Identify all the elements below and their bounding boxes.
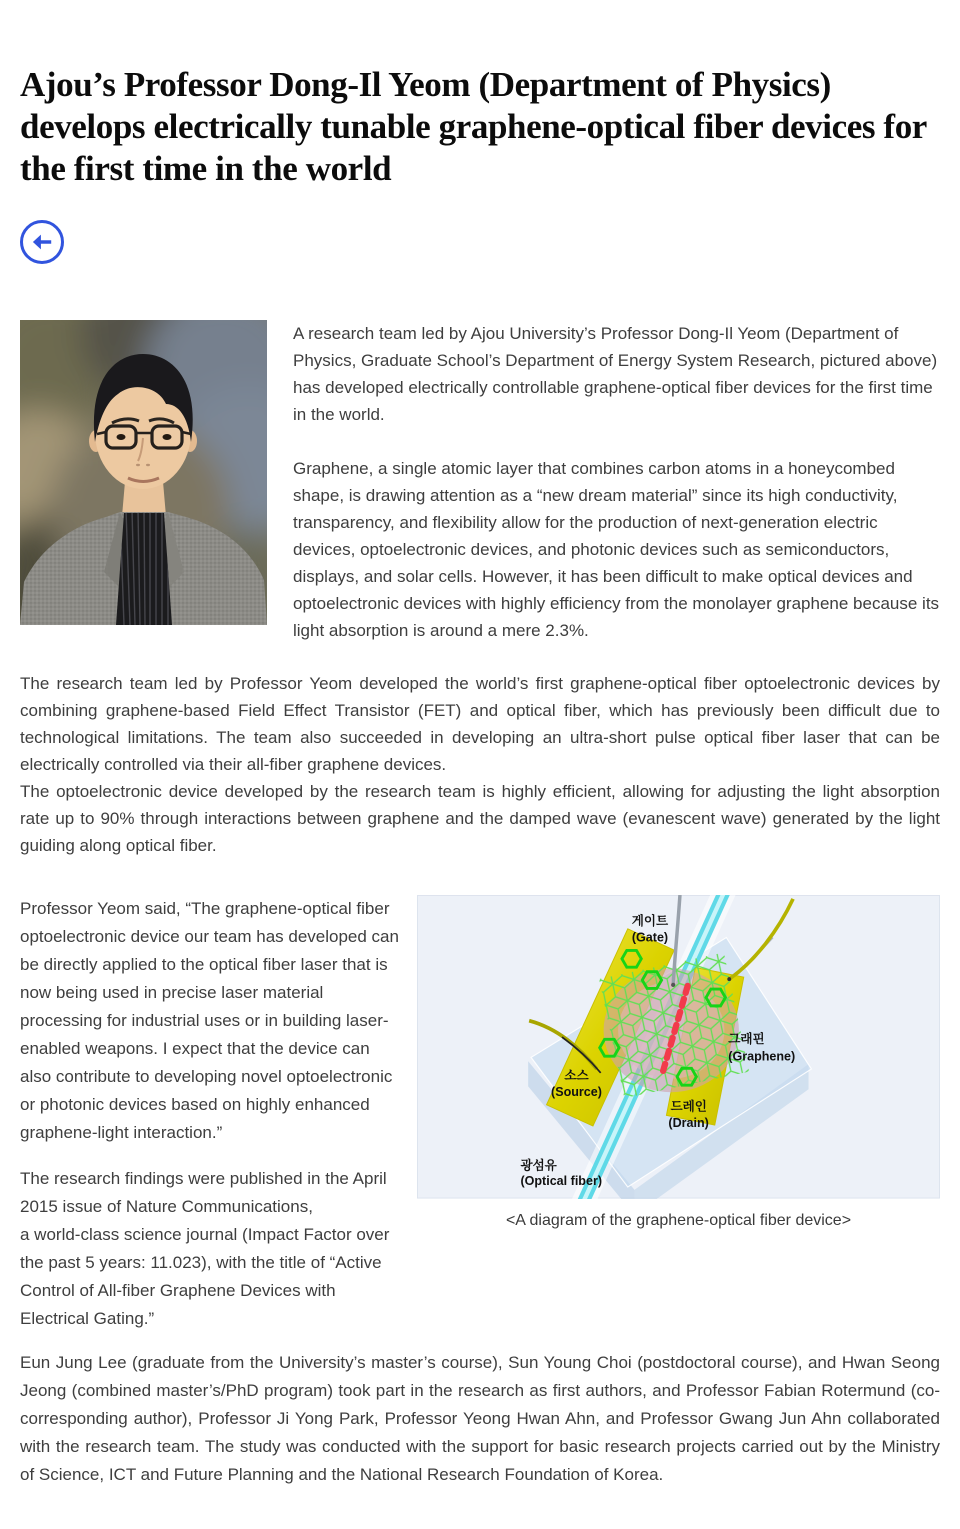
intro-section	[20, 320, 940, 644]
publication-line-1: The research findings were published in the April 2015 issue of Nature Communications,	[20, 1169, 387, 1216]
page-title: Ajou’s Professor Dong-Il Yeom (Department of Physics) develops electrically tunable graphene-optical fiber devices for the first time in the world	[20, 65, 927, 188]
drain-label-ko: 드레인	[670, 1099, 707, 1114]
article-page	[0, 64, 960, 1529]
drain-label-en: (Drain)	[668, 1116, 709, 1131]
paragraph: Graphene, a single atomic layer that combines carbon atoms in a honeycombed shape, is drawing attention as a “new dream material” since its high conductivity, transparency, and flexibility allow for the production of next-generation electric devices, optoelectronic devices, and photonic devices such as semiconductors, displays, and solar cells. However, it has been difficult to make optical devices and optoelectronic devices with highly efficiency from the monolayer graphene because its light absorption is around a mere 2.3%.	[293, 459, 940, 640]
source-label-ko: 소스	[564, 1068, 589, 1083]
paragraph: Eun Jung Lee (graduate from the University’s master’s course), Sun Young Choi (postdoctoral course), and Hwan Seong Jeong (combined master’s/PhD program) took part in the research as first authors, and Professor Fabian Rotermund (co-corresponding author), Professor Ji Yong Park, Professor Yeong Hwan Ahn, and Professor Gwang Jun Ahn collaborated with the research team. The study was conducted with the support for basic research projects carried out by the Ministry of Science, ICT and Future Planning and the National Research Foundation of Korea.	[20, 1353, 940, 1484]
quote-paragraph: Professor Yeom said, “The graphene-optical fiber optoelectronic device our team has developed can be directly applied to the optical fiber laser that is now being used in precise laser material processing for industrial uses or in building laser-enabled weapons. I expect that the device can also contribute to developing novel optoelectronic or photonic devices based on highly enhanced graphene-light interaction.”	[20, 899, 399, 1142]
paragraph: The optoelectronic device developed by the research team is highly efficient, allowing for adjusting the light absorption rate up to 90% through interactions between graphene and the damped wave (evanescent wave) generated by the light guiding along optical fiber.	[20, 782, 940, 855]
publication-line-2: a world-class science journal (Impact Factor over the past 5 years: 11.023), with the title of “Active Control of All-fiber Graphene Devices with Electrical Gating.”	[20, 1225, 390, 1328]
graphene-label-en: (Graphene)	[728, 1049, 796, 1064]
arrow-left-circle-icon	[29, 229, 55, 255]
source-label-en: (Source)	[551, 1085, 602, 1100]
gate-label-ko: 게이트	[631, 913, 669, 928]
gate-label-en: (Gate)	[631, 930, 669, 945]
body-text	[20, 670, 940, 859]
professor-photo	[20, 320, 267, 625]
graphene-label-ko: 그래핀	[728, 1031, 765, 1046]
back-button[interactable]	[20, 220, 64, 264]
optical-fiber-label-en: (Optical fiber)	[520, 1174, 603, 1189]
quote-and-figure-section	[20, 895, 940, 1333]
device-diagram-image	[417, 895, 940, 1199]
credits-section	[20, 1349, 940, 1489]
figure-caption: <A diagram of the graphene-optical fiber device>	[505, 1211, 852, 1229]
publication-paragraph	[20, 1165, 401, 1333]
quote-column	[20, 895, 401, 1333]
paragraph: The research team led by Professor Yeom developed the world’s first graphene-optical fiber optoelectronic devices by combining graphene-based Field Effect Transistor (FET) and optical fiber, which has previously been difficult due to technological limitations. The team also succeeded in developing an ultra-short pulse optical fiber laser that can be electrically controlled via their all-fiber graphene devices.	[20, 674, 940, 774]
paragraph: A research team led by Ajou University’s Professor Dong-Il Yeom (Department of Physics, Graduate School’s Department of Energy System Research, pictured above) has developed electrically controllable graphene-optical fiber devices for the first time in the world.	[293, 324, 938, 424]
intro-text	[293, 320, 940, 644]
figure-column	[417, 895, 940, 1333]
optical-fiber-label-ko: 광섬유	[520, 1158, 557, 1173]
